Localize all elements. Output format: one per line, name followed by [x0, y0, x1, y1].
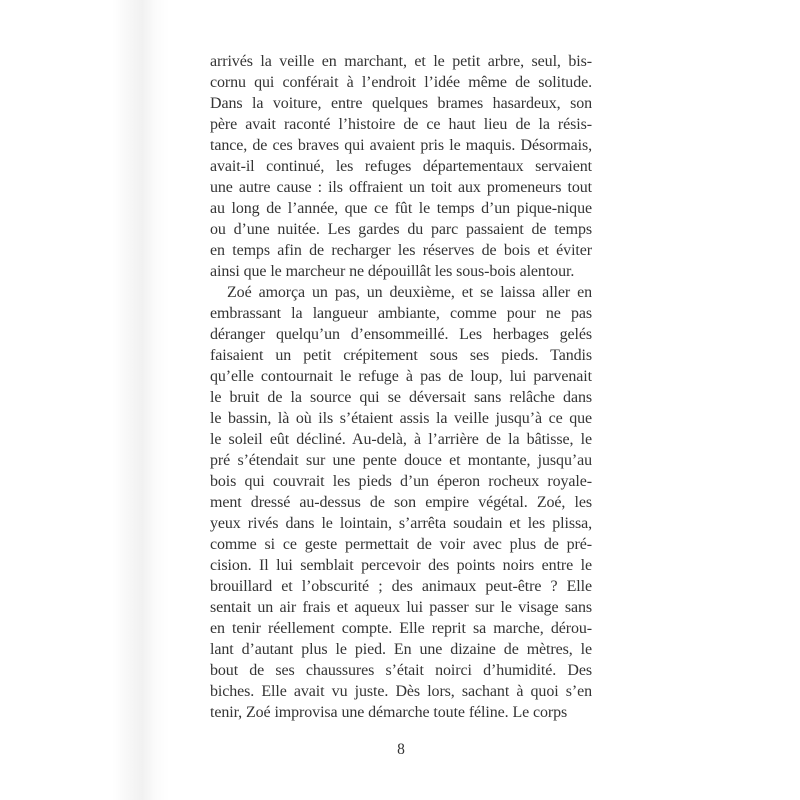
text-line: avait-il continué, les refuges départementaux servaient [210, 158, 592, 175]
text-line: ainsi que le marcheur ne dépouillât les sous-bois alentour. [210, 263, 575, 280]
text-line: biches. Elle avait vu juste. Dès lors, sachant à quoi s’en [210, 683, 592, 700]
text-line: bout de ses chaussures s’était noirci d’humidité. Des [210, 662, 592, 679]
text-line: ou d’une nuitée. Les gardes du parc passaient de temps [210, 221, 592, 238]
text-line: brouillard et l’obscurité ; des animaux peut-être ? Elle [210, 578, 592, 595]
text-line: tance, de ces braves qui avaient pris le maquis. Désormais, [210, 137, 592, 154]
text-line: ment dressé au-dessus de son empire végétal. Zoé, les [210, 494, 592, 511]
text-line: cision. Il lui semblait percevoir des points noirs entre le [210, 557, 592, 574]
text-line: père avait raconté l’histoire de ce haut lieu de la résis- [210, 116, 592, 133]
text-line: arrivés la veille en marchant, et le petit arbre, seul, bis- [210, 53, 592, 70]
text-line: bois qui couvrait les pieds d’un éperon rocheux royale- [210, 473, 592, 490]
text-line: faisaient un petit crépitement sous ses pieds. Tandis [210, 347, 592, 364]
page-number: 8 [397, 741, 405, 758]
text-line: embrassant la langueur ambiante, comme pour ne pas [210, 305, 592, 322]
text-line: au long de l’année, que ce fût le temps d’un pique-nique [210, 200, 592, 217]
text-line: le soleil eût décliné. Au-delà, à l’arrière de la bâtisse, le [210, 431, 592, 448]
text-line: qu’elle contournait le refuge à pas de loup, lui parvenait [210, 368, 592, 385]
paragraph [210, 51, 592, 282]
text-line: déranger quelqu’un d’ensommeillé. Les herbages gelés [210, 326, 592, 343]
text-line: en temps afin de recharger les réserves de bois et éviter [210, 242, 592, 259]
text-line: comme si ce geste permettait de voir avec plus de pré- [210, 536, 592, 553]
text-line: lant d’autant plus le pied. En une dizaine de mètres, le [210, 641, 592, 658]
text-line: Dans la voiture, entre quelques brames hasardeux, son [210, 95, 592, 112]
text-line: pré s’étendait sur une pente douce et montante, jusqu’au [210, 452, 592, 469]
text-line: tenir, Zoé improvisa une démarche toute féline. Le corps [210, 704, 568, 721]
text-line: une autre cause : ils offraient un toit aux promeneurs tout [210, 179, 592, 196]
text-line: yeux rivés dans le lointain, s’arrêta soudain et les plissa, [210, 515, 592, 532]
text-line: cornu qui conférait à l’endroit l’idée même de solitude. [210, 74, 592, 91]
paragraph [210, 282, 592, 723]
text-line: le bruit de la source qui se déversait sans relâche dans [210, 389, 592, 406]
page-spine-shading [112, 0, 170, 800]
text-line: sentait un air frais et aqueux lui passer sur le visage sans [210, 599, 592, 616]
text-line: le bassin, là où ils s’étaient assis la veille jusqu’à ce que [210, 410, 592, 427]
text-line: en tenir réellement compte. Elle reprit sa marche, dérou- [210, 620, 592, 637]
text-line: Zoé amorça un pas, un deuxième, et se laissa aller en [227, 284, 592, 301]
text-block [210, 51, 592, 723]
